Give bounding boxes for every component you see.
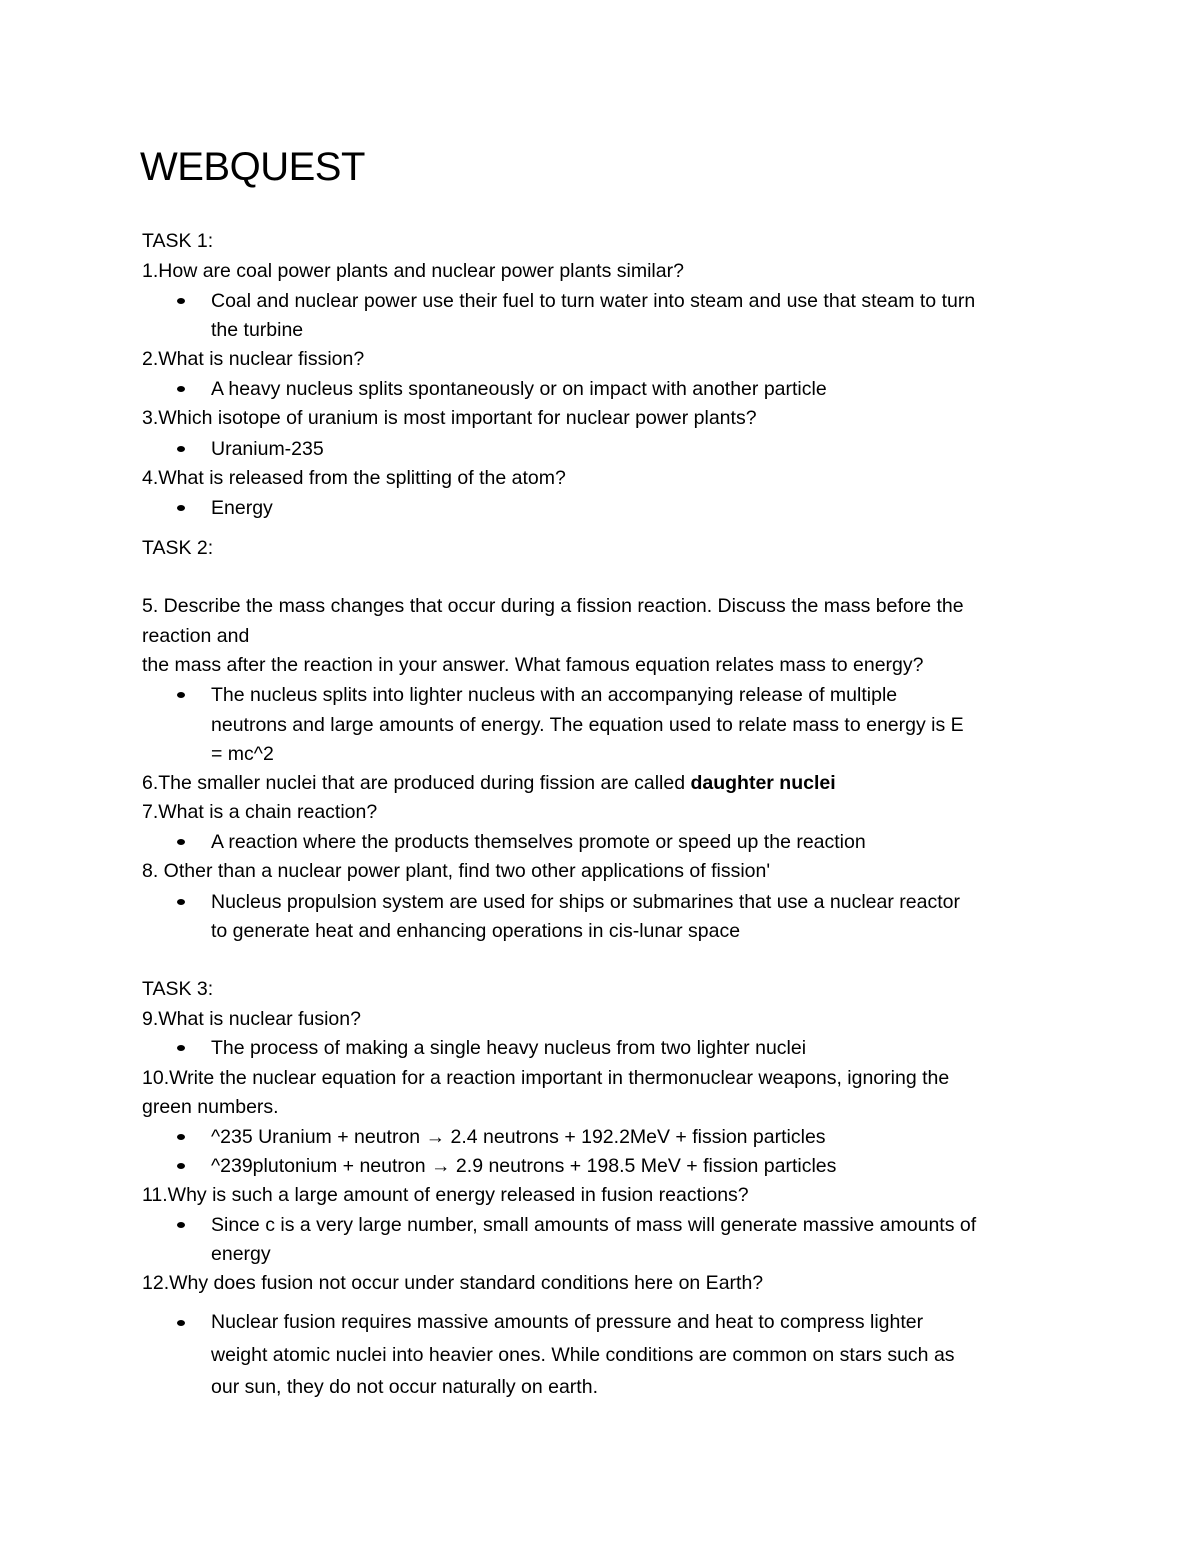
bullet-icon — [177, 1134, 185, 1140]
answer-4: Energy — [211, 497, 273, 519]
answer-5-line-2: neutrons and large amounts of energy. The equation used to relate mass to energy is E — [211, 714, 964, 736]
answer-3: Uranium-235 — [211, 438, 324, 460]
question-7: 7.What is a chain reaction? — [142, 801, 378, 823]
task2-heading: TASK 2: — [142, 537, 214, 559]
bullet-icon — [177, 298, 185, 304]
question-11: 11.Why is such a large amount of energy released in fusion reactions? — [142, 1184, 749, 1206]
task1-heading: TASK 1: — [142, 230, 214, 252]
answer-11-line-2: energy — [211, 1243, 271, 1265]
page-title: WEBQUEST — [140, 145, 365, 189]
answer-10-uranium: ^235 Uranium + neutron → 2.4 neutrons + 192.2MeV + fission particles — [211, 1126, 826, 1148]
bullet-icon — [177, 899, 185, 905]
bullet-icon — [177, 839, 185, 845]
bullet-icon — [177, 692, 185, 698]
answer-7: A reaction where the products themselves promote or speed up the reaction — [211, 831, 866, 853]
bullet-icon — [177, 505, 185, 511]
answer-2: A heavy nucleus splits spontaneously or on impact with another particle — [211, 378, 827, 400]
bullet-icon — [177, 386, 185, 392]
answer-9: The process of making a single heavy nucleus from two lighter nuclei — [211, 1037, 807, 1059]
question-6-text: 6.The smaller nuclei that are produced during fission are called — [142, 772, 691, 794]
answer-10-plutonium: ^239plutonium + neutron → 2.9 neutrons + 198.5 MeV + fission particles — [211, 1155, 837, 1177]
answer-11-line-1: Since c is a very large number, small amounts of mass will generate massive amounts of — [211, 1214, 977, 1236]
question-2: 2.What is nuclear fission? — [142, 348, 365, 370]
answer-12-line-2: weight atomic nuclei into heavier ones. While conditions are common on stars such as — [211, 1344, 955, 1366]
answer-12-line-1: Nuclear fusion requires massive amounts of pressure and heat to compress lighter — [211, 1311, 924, 1333]
question-6 — [142, 771, 836, 795]
question-1: 1.How are coal power plants and nuclear power plants similar? — [142, 260, 684, 282]
bullet-icon — [177, 1163, 185, 1169]
question-3: 3.Which isotope of uranium is most important for nuclear power plants? — [142, 407, 757, 429]
question-4: 4.What is released from the splitting of the atom? — [142, 467, 566, 489]
answer-8-line-1: Nucleus propulsion system are used for ships or submarines that use a nuclear reactor — [211, 891, 960, 913]
question-5-line-1: 5. Describe the mass changes that occur during a fission reaction. Discuss the mass before the — [142, 595, 964, 617]
bullet-icon — [177, 446, 185, 452]
question-9: 9.What is nuclear fusion? — [142, 1008, 361, 1030]
question-5-line-2: reaction and — [142, 625, 250, 647]
question-6-bold-answer: daughter nuclei — [690, 772, 836, 794]
task3-heading: TASK 3: — [142, 978, 214, 1000]
question-10-line-2: green numbers. — [142, 1096, 279, 1118]
bullet-icon — [177, 1222, 185, 1228]
question-8: 8. Other than a nuclear power plant, find two other applications of fission' — [142, 860, 771, 882]
bullet-icon — [177, 1320, 185, 1326]
answer-1-line-2: the turbine — [211, 319, 304, 341]
answer-12-line-3: our sun, they do not occur naturally on earth. — [211, 1376, 598, 1398]
answer-1-line-1: Coal and nuclear power use their fuel to turn water into steam and use that steam to turn — [211, 290, 976, 312]
answer-5-line-3: = mc^2 — [211, 743, 274, 765]
bullet-icon — [177, 1045, 185, 1051]
answer-8-line-2: to generate heat and enhancing operations in cis-lunar space — [211, 920, 741, 942]
answer-5-line-1: The nucleus splits into lighter nucleus with an accompanying release of multiple — [211, 684, 898, 706]
question-12: 12.Why does fusion not occur under standard conditions here on Earth? — [142, 1272, 764, 1294]
question-5-line-3: the mass after the reaction in your answer. What famous equation relates mass to energy? — [142, 654, 924, 676]
question-10-line-1: 10.Write the nuclear equation for a reaction important in thermonuclear weapons, ignoring the — [142, 1067, 950, 1089]
